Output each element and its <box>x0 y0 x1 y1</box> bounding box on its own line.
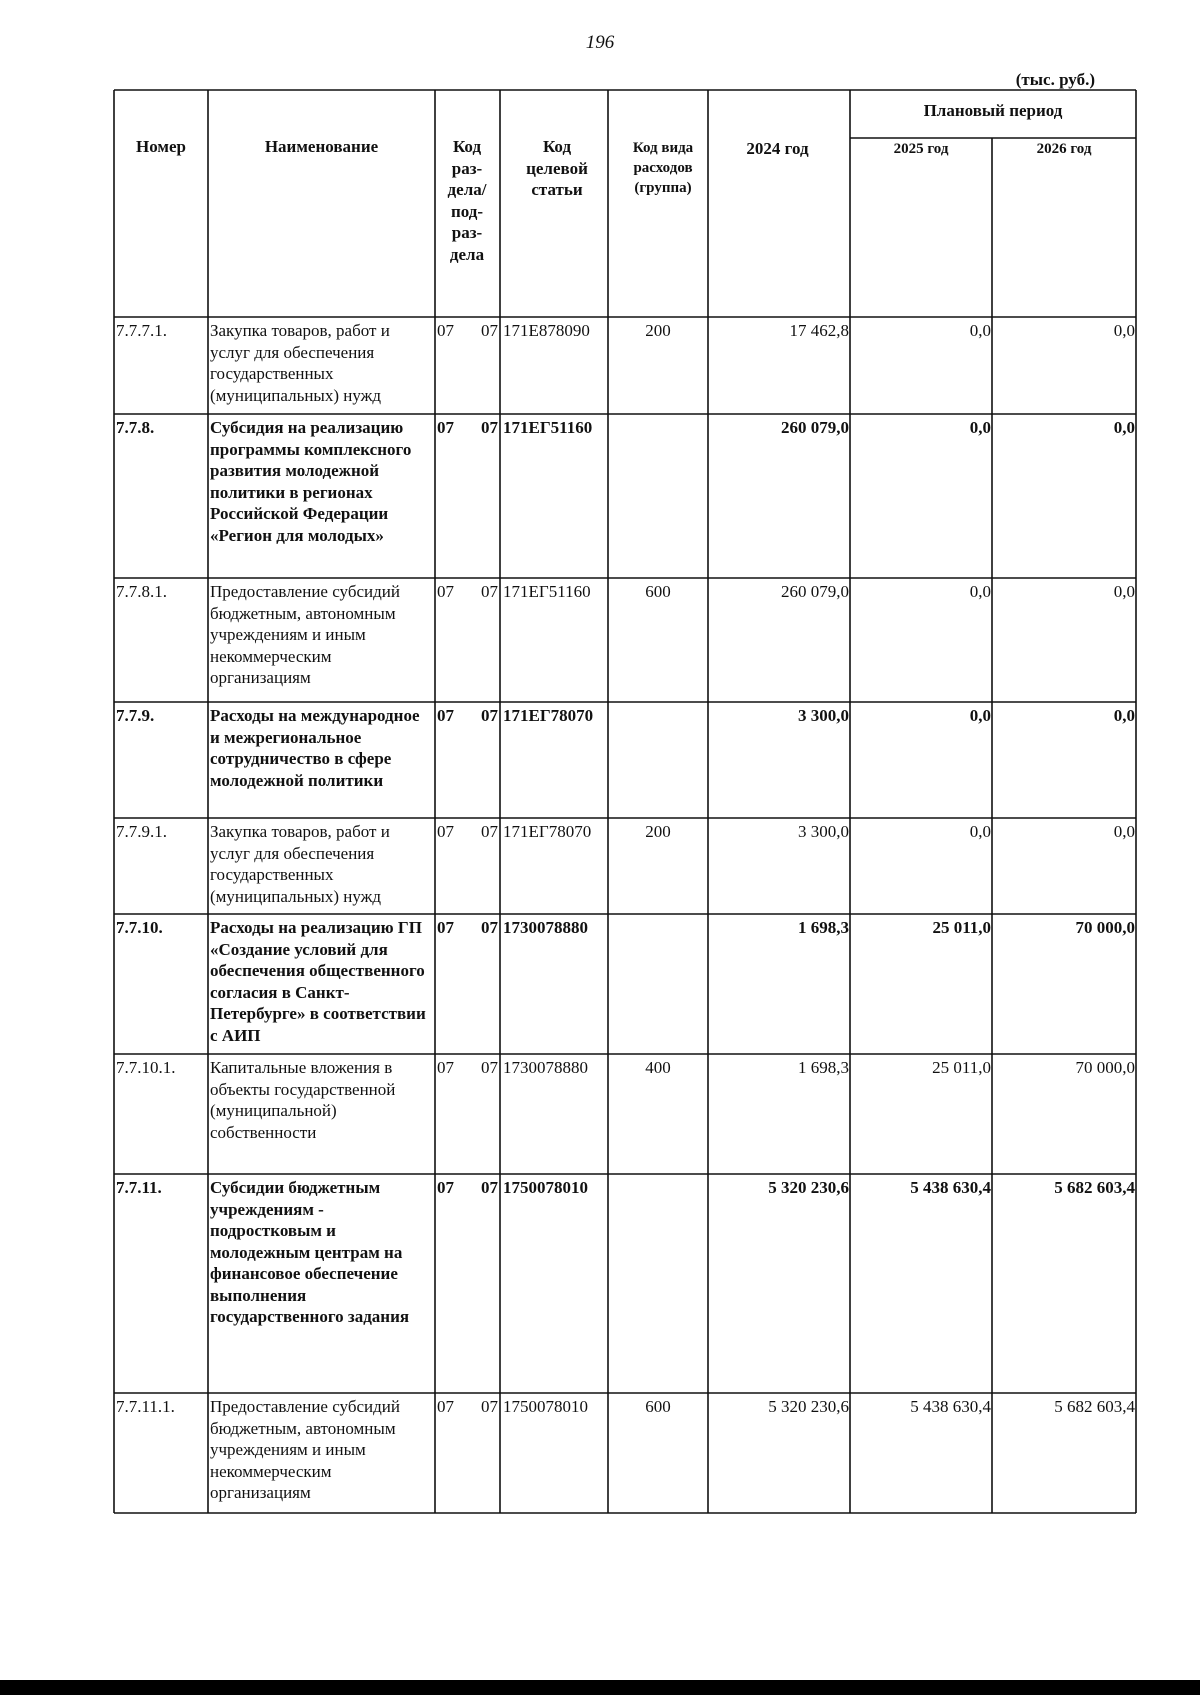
scan-border <box>0 1680 1200 1695</box>
row-2026: 5 682 603,4 <box>1054 1397 1135 1416</box>
row-2024: 1 698,3 <box>798 1058 849 1077</box>
row-subsection: 07 <box>481 1058 498 1077</box>
row-expense-type <box>610 1177 706 1392</box>
row-target-code: 171ЕГ51160 <box>503 582 591 601</box>
row-section: 07 <box>437 822 454 841</box>
row-number: 7.7.10.1. <box>116 1058 176 1077</box>
row-name: Предоставление субсидий бюджетным, автономным учреждениям и иным некоммерческим организациям <box>210 1397 400 1502</box>
row-2025: 5 438 630,4 <box>910 1178 991 1197</box>
row-2026: 0,0 <box>1113 706 1135 725</box>
header-2025: 2025 год <box>893 141 949 157</box>
row-section: 07 <box>437 918 454 937</box>
row-expense-type: 600 <box>645 582 671 601</box>
row-target-code: 1730078880 <box>503 918 588 937</box>
row-2025: 25 011,0 <box>932 918 991 937</box>
header-2026: 2026 год <box>1036 141 1092 157</box>
row-number: 7.7.11. <box>116 1178 162 1197</box>
row-subsection: 07 <box>481 706 498 725</box>
row-2024: 3 300,0 <box>798 822 849 841</box>
row-number: 7.7.9.1. <box>116 822 167 841</box>
row-2026: 0,0 <box>1113 321 1135 340</box>
row-subsection: 07 <box>481 918 498 937</box>
row-section: 07 <box>437 582 454 601</box>
units-label: (тыс. руб.) <box>1015 70 1095 89</box>
row-target-code: 171ЕГ78070 <box>503 822 592 841</box>
row-2026: 0,0 <box>1113 822 1135 841</box>
header-name: Наименование <box>264 137 379 156</box>
row-subsection: 07 <box>481 1397 498 1416</box>
row-subsection: 07 <box>481 418 498 437</box>
row-target-code: 1750078010 <box>503 1178 588 1197</box>
row-2024: 1 698,3 <box>798 918 849 937</box>
row-number: 7.7.8. <box>116 418 155 437</box>
row-expense-type <box>610 705 706 817</box>
row-subsection: 07 <box>481 1178 498 1197</box>
row-number: 7.7.8.1. <box>116 582 167 601</box>
row-target-code: 1730078880 <box>503 1058 588 1077</box>
row-name: Капитальные вложения в объекты государственной (муниципальной) собственности <box>210 1058 396 1142</box>
row-2024: 5 320 230,6 <box>768 1178 849 1197</box>
row-name: Расходы на международное и межрегиональное сотрудничество в сфере молодежной политики <box>210 706 420 790</box>
row-expense-type: 200 <box>645 822 671 841</box>
row-2024: 260 079,0 <box>781 582 849 601</box>
row-target-code: 171Е878090 <box>503 321 590 340</box>
row-section: 07 <box>437 1397 454 1416</box>
row-section: 07 <box>437 321 454 340</box>
header-target-code: Код целевой статьи <box>526 137 588 199</box>
row-number: 7.7.7.1. <box>116 321 167 340</box>
header-expense-type: Код вида расходов (группа) <box>632 140 694 196</box>
row-section: 07 <box>437 706 454 725</box>
header-2024: 2024 год <box>746 139 809 158</box>
row-expense-type: 200 <box>645 321 671 340</box>
row-2025: 0,0 <box>969 321 991 340</box>
row-section: 07 <box>437 1058 454 1077</box>
row-2026: 5 682 603,4 <box>1054 1178 1135 1197</box>
row-name: Предоставление субсидий бюджетным, автономным учреждениям и иным некоммерческим организациям <box>210 582 400 687</box>
row-2025: 0,0 <box>969 582 991 601</box>
row-target-code: 171ЕГ78070 <box>503 706 594 725</box>
page-number: 196 <box>585 32 615 53</box>
row-2025: 5 438 630,4 <box>910 1397 991 1416</box>
row-2024: 3 300,0 <box>798 706 849 725</box>
row-target-code: 1750078010 <box>503 1397 588 1416</box>
row-2025: 0,0 <box>969 418 991 437</box>
row-2026: 70 000,0 <box>1075 918 1135 937</box>
row-expense-type <box>610 417 706 577</box>
row-2024: 5 320 230,6 <box>768 1397 849 1416</box>
row-name: Закупка товаров, работ и услуг для обеспечения государственных (муниципальных) нужд <box>210 321 390 405</box>
row-2026: 0,0 <box>1113 582 1135 601</box>
row-name: Закупка товаров, работ и услуг для обеспечения государственных (муниципальных) нужд <box>210 822 390 906</box>
row-number: 7.7.9. <box>116 706 155 725</box>
row-2024: 17 462,8 <box>789 321 849 340</box>
header-section-code: Код раз-дела/ под-раз-дела <box>447 137 487 264</box>
row-section: 07 <box>437 418 454 437</box>
row-subsection: 07 <box>481 822 498 841</box>
header-planning-period: Плановый период <box>923 101 1063 120</box>
header-number: Номер <box>136 137 186 156</box>
row-2026: 70 000,0 <box>1075 1058 1135 1077</box>
row-subsection: 07 <box>481 582 498 601</box>
row-name: Субсидии бюджетным учреждениям - подростковым и молодежным центрам на финансовое обеспечение выполнения государственного задания <box>210 1178 410 1326</box>
row-name: Субсидия на реализацию программы комплексного развития молодежной политики в регионах Российской Федерации «Регион для молодых» <box>210 418 412 545</box>
row-number: 7.7.10. <box>116 918 163 937</box>
row-name: Расходы на реализацию ГП «Создание условий для обеспечения общественного согласия в Санкт-Петербурге» в соответствии с АИП <box>210 918 426 1045</box>
row-section: 07 <box>437 1178 454 1197</box>
row-2026: 0,0 <box>1113 418 1135 437</box>
row-target-code: 171ЕГ51160 <box>503 418 593 437</box>
row-subsection: 07 <box>481 321 498 340</box>
row-expense-type: 600 <box>645 1397 671 1416</box>
row-2025: 0,0 <box>969 706 991 725</box>
row-2025: 0,0 <box>969 822 991 841</box>
row-2025: 25 011,0 <box>932 1058 991 1077</box>
row-number: 7.7.11.1. <box>116 1397 175 1416</box>
row-expense-type: 400 <box>645 1058 671 1077</box>
row-2024: 260 079,0 <box>781 418 849 437</box>
row-expense-type <box>610 917 706 1053</box>
